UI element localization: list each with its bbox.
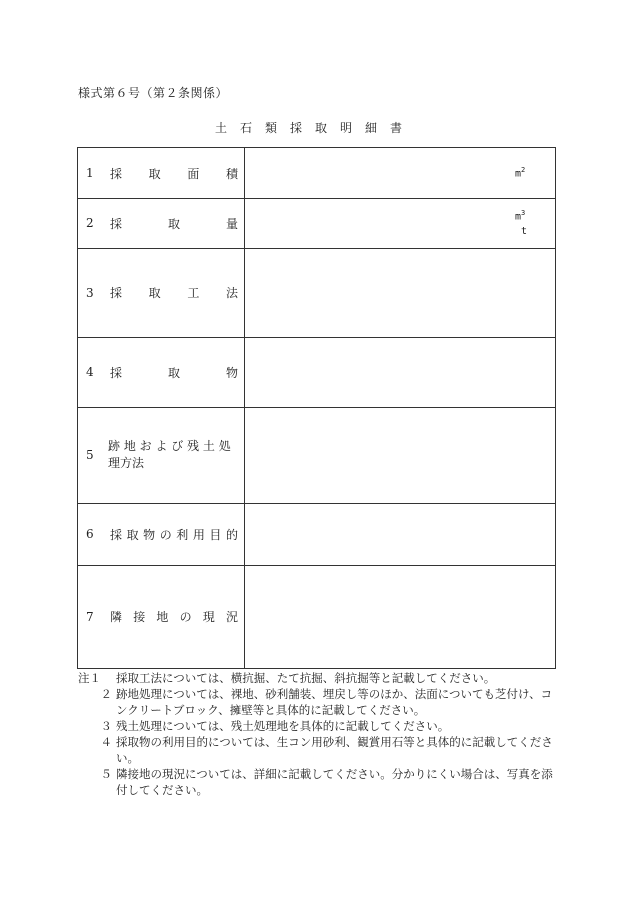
- row-number: 5: [86, 448, 94, 462]
- row-label: 採 取 量: [110, 216, 238, 231]
- unit-label: $m^2$: [515, 166, 526, 180]
- table-row-purpose: [78, 503, 555, 566]
- document-title: 土石類採取明細書: [214, 121, 415, 135]
- row-label: 採 取 物: [110, 365, 238, 380]
- notes-section: [78, 670, 556, 798]
- row-number: 7: [86, 609, 94, 624]
- row-label: 採 取 面 積: [110, 166, 238, 181]
- table-row-area: [78, 148, 555, 199]
- row-number: 2: [86, 216, 94, 230]
- note-item: 注１ 採取工法については、横抗掘、たて抗掘、斜抗掘等と記載してください。: [78, 671, 496, 685]
- table-row-method: [78, 248, 555, 338]
- row-label: 採 取 工 法: [110, 286, 238, 300]
- row-number: 6: [86, 527, 94, 541]
- detail-table: [77, 147, 556, 669]
- note-item: ２ 跡地処理については、裸地、砂利舗装、埋戻し等のほか、法面についても芝付け、コンクリートブロック、擁壁等と具体的に記載してください。: [100, 687, 553, 717]
- note-item: ５ 隣接地の現況については、詳細に記載してください。分かりにくい場合は、写真を添付してください。: [100, 767, 553, 797]
- unit-label-ton: t: [521, 226, 528, 237]
- table-row-quantity: [78, 198, 555, 249]
- unit-label: $m^3$: [515, 209, 526, 223]
- row-number: 3: [86, 285, 94, 300]
- table-row-site-treatment: [78, 407, 555, 504]
- row-label: 採 取 物 の 利 用 目 的: [110, 527, 238, 542]
- row-number: 4: [86, 365, 94, 379]
- row-number: 1: [86, 166, 94, 180]
- row-label: 跡 地 お よ び 残 土 処 理方法: [108, 439, 231, 470]
- form-number: 様式第６号（第２条関係）: [78, 86, 229, 100]
- note-item: ４ 採取物の利用目的については、生コン用砂利、観賞用石等と具体的に記載してください。: [100, 735, 553, 765]
- note-item: ３ 残土処理については、残土処理地を具体的に記載してください。: [100, 719, 450, 733]
- row-label: 隣 接 地 の 現 況: [110, 610, 238, 624]
- table-row-material: [78, 337, 555, 408]
- table-row-adjacent: [78, 565, 555, 668]
